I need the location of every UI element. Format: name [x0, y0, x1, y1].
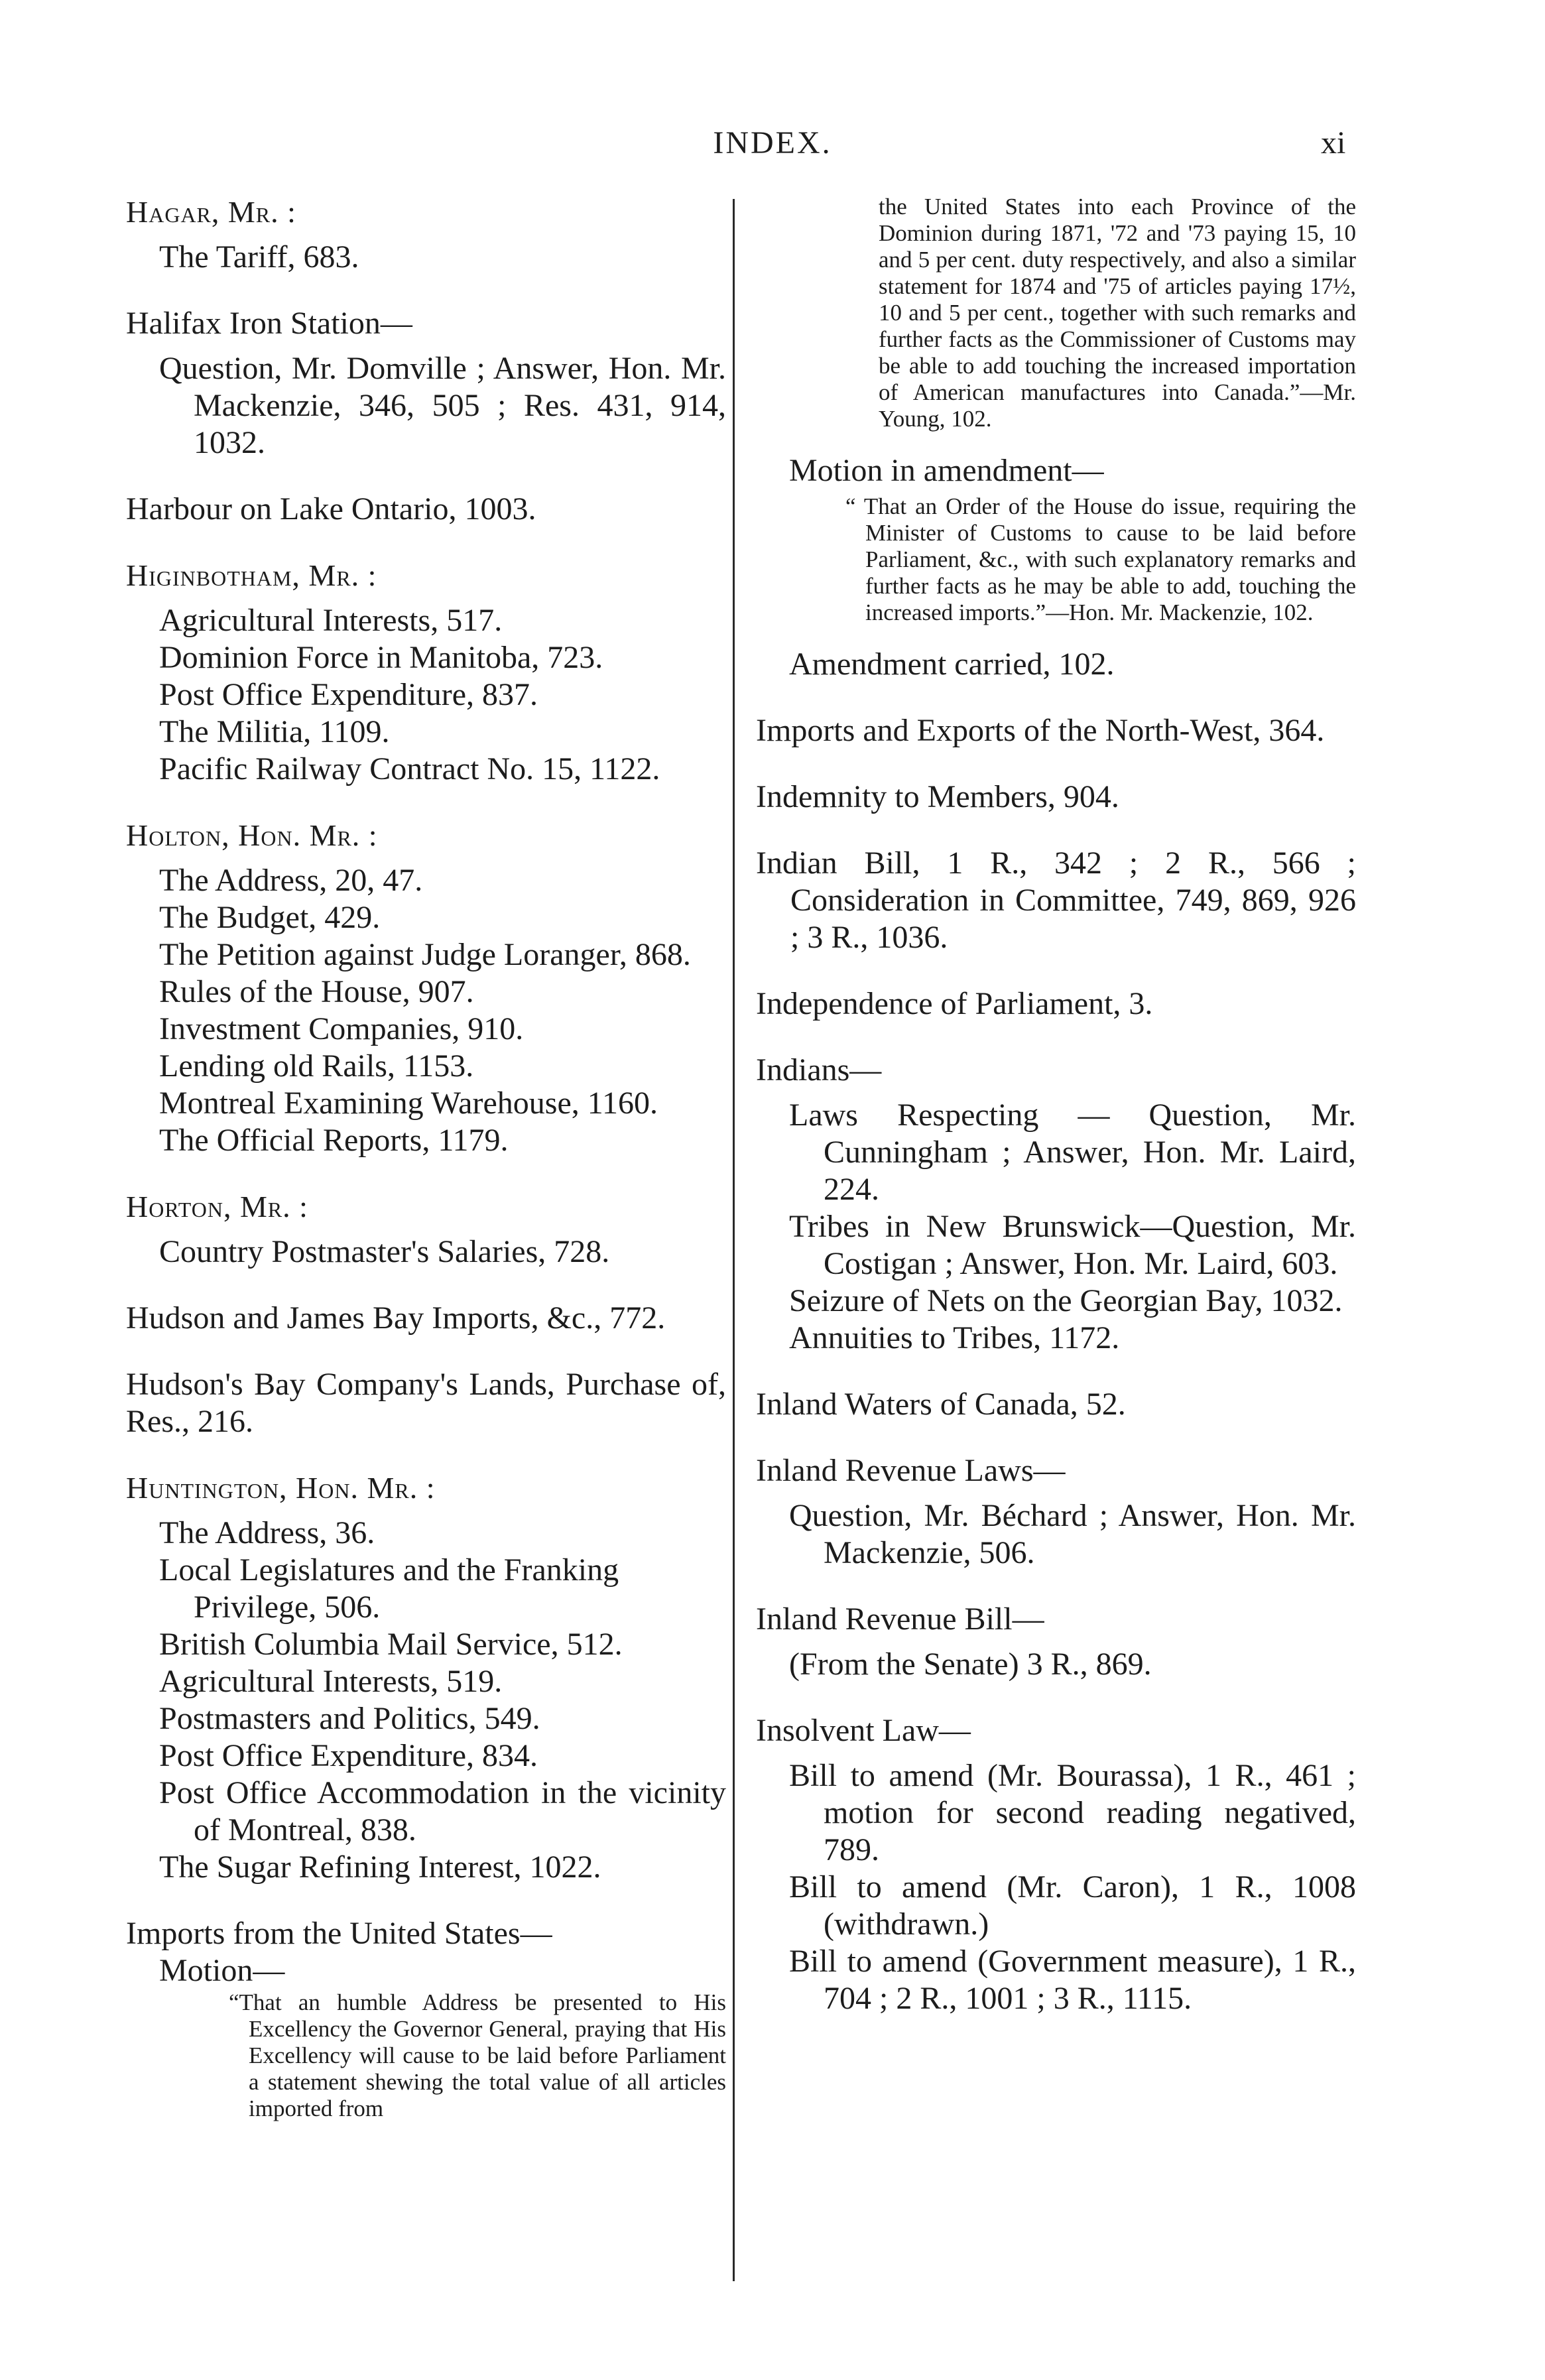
entry-subitem: Country Postmaster's Salaries, 728.: [159, 1234, 610, 1269]
index-entry-inland-revenue-bill: [756, 1601, 1356, 1683]
index-entry-inland-waters: Inland Waters of Canada, 52.: [756, 1387, 1126, 1422]
entry-heading: Holton, Hon. Mr. :: [126, 818, 378, 852]
index-entry-hagar: [126, 194, 726, 276]
entry-heading: Harbour on Lake Ontario, 1003.: [126, 491, 536, 527]
entry-subitem: Post Office Expenditure, 834.: [159, 1738, 538, 1773]
index-entry-higinbotham: [126, 557, 726, 788]
amendment-result: Amendment carried, 102.: [789, 647, 1115, 682]
entry-subitem: Question, Mr. Béchard ; Answer, Hon. Mr. Mackenzie, 506.: [789, 1498, 1356, 1570]
index-entry-harbour: [126, 491, 726, 528]
entry-subitem: Pacific Railway Contract No. 15, 1122.: [159, 751, 660, 786]
amendment-quote: “ That an Order of the House do issue, requiring the Minister of Customs to cause to be laid before Parliament, &c., with such explanatory remarks and further facts as he may be able to add, touching the increased imports.”—Hon. Mr. Mackenzie, 102.: [845, 493, 1356, 625]
entry-heading: Hagar, Mr. :: [126, 195, 296, 229]
right-column: [756, 194, 1356, 2046]
entry-subitem: Question, Mr. Domville ; Answer, Hon. Mr. Mackenzie, 346, 505 ; Res. 431, 914, 1032.: [159, 351, 726, 460]
entry-subitem: British Columbia Mail Service, 512.: [159, 1627, 623, 1662]
entry-subitem: Local Legislatures and the Franking Privilege, 506.: [159, 1552, 619, 1625]
index-entry-hudsons-bay-company: [126, 1366, 726, 1440]
entry-subitem: Agricultural Interests, 517.: [159, 603, 503, 638]
motion-quote: “That an humble Address be presented to His Excellency the Governor General, praying that His Excellency will cause to be laid before Parliament a statement shewing the total value of all articles imported from: [229, 1989, 726, 2121]
index-entry-inland-revenue-laws: [756, 1452, 1356, 1572]
entry-subitem: The Budget, 429.: [159, 900, 381, 935]
motion-label: Motion—: [159, 1953, 285, 1988]
index-entry-indian-bill: Indian Bill, 1 R., 342 ; 2 R., 566 ; Consideration in Committee, 749, 869, 926 ; 3 R., 1036.: [756, 846, 1356, 955]
entry-heading: Indians—: [756, 1052, 882, 1088]
entry-subitem: The Official Reports, 1179.: [159, 1123, 509, 1158]
entry-subitem: The Sugar Refining Interest, 1022.: [159, 1849, 601, 1885]
index-entry-hudson-james-bay: [126, 1300, 726, 1337]
left-column: [126, 194, 726, 2122]
entry-heading: Huntington, Hon. Mr. :: [126, 1471, 436, 1505]
entry-subitem: Post Office Expenditure, 837.: [159, 677, 538, 712]
entry-subitem: Postmasters and Politics, 549.: [159, 1701, 540, 1736]
index-entry-independence: Independence of Parliament, 3.: [756, 986, 1153, 1021]
entry-subitem: Lending old Rails, 1153.: [159, 1048, 474, 1084]
entry-subitem: The Petition against Judge Loranger, 868.: [159, 937, 691, 972]
entry-subitem: Tribes in New Brunswick—Question, Mr. Costigan ; Answer, Hon. Mr. Laird, 603.: [789, 1209, 1356, 1281]
entry-heading: Insolvent Law—: [756, 1713, 971, 1748]
entry-subitem: Annuities to Tribes, 1172.: [789, 1320, 1120, 1355]
index-entry-huntington: [126, 1470, 726, 1886]
entry-subitem: Seizure of Nets on the Georgian Bay, 1032.: [789, 1283, 1343, 1318]
entry-heading: Inland Revenue Bill—: [756, 1601, 1044, 1637]
entry-subitem: The Address, 36.: [159, 1515, 375, 1550]
entry-subitem: Rules of the House, 907.: [159, 974, 474, 1009]
entry-heading: Imports from the United States—: [126, 1916, 552, 1951]
entry-subitem: The Tariff, 683.: [159, 239, 359, 275]
entry-subitem: The Address, 20, 47.: [159, 863, 423, 898]
entry-subitem: Montreal Examining Warehouse, 1160.: [159, 1086, 658, 1121]
entry-subitem: Laws Respecting — Question, Mr. Cunningham ; Answer, Hon. Mr. Laird, 224.: [789, 1097, 1356, 1207]
entry-subitem: Bill to amend (Mr. Caron), 1 R., 1008 (withdrawn.): [789, 1869, 1356, 1942]
page-header-title: INDEX.: [713, 125, 832, 160]
entry-heading: Hudson's Bay Company's Lands, Purchase of, Res., 216.: [126, 1367, 726, 1439]
entry-heading: Inland Revenue Laws—: [756, 1453, 1066, 1488]
page-number: xi: [1321, 125, 1346, 160]
entry-heading: Horton, Mr. :: [126, 1190, 308, 1223]
index-entry-imports-us: [126, 1915, 726, 2122]
amendment-label: Motion in amendment—: [789, 453, 1104, 488]
entry-subitem: The Militia, 1109.: [159, 714, 390, 749]
index-entry-insolvent-law: [756, 1712, 1356, 2017]
index-entry-holton: [126, 817, 726, 1159]
column-divider: [733, 199, 735, 2281]
entry-heading: Higinbotham, Mr. :: [126, 558, 377, 592]
entry-subitem: Dominion Force in Manitoba, 723.: [159, 640, 603, 675]
motion-quote-continued: the United States into each Province of the Dominion during 1871, '72 and '73 paying 15, 10 and 5 per cent. duty respectively, and also a similar statement for 1874 and '75 of articles paying 17½, 10 and 5 per cent., together with such remarks and further facts as the Commissioner of Customs may be able to add touching the increased importation of American manufactures into Canada.”—Mr. Young, 102.: [879, 194, 1356, 432]
entry-subitem: Post Office Accommodation in the vicinity of Montreal, 838.: [159, 1775, 726, 1848]
entry-heading: Halifax Iron Station—: [126, 306, 412, 341]
index-entry-indians: [756, 1052, 1356, 1357]
entry-subitem: Agricultural Interests, 519.: [159, 1664, 503, 1699]
index-entry-indemnity: Indemnity to Members, 904.: [756, 779, 1119, 814]
entry-subitem: Bill to amend (Mr. Bourassa), 1 R., 461 ; motion for second reading negatived, 789.: [789, 1758, 1356, 1867]
index-entry-halifax: [126, 305, 726, 462]
entry-subitem: Investment Companies, 910.: [159, 1011, 524, 1046]
index-entry-imports-northwest: Imports and Exports of the North-West, 364.: [756, 713, 1325, 748]
entry-subitem: (From the Senate) 3 R., 869.: [789, 1647, 1152, 1682]
index-entry-horton: [126, 1188, 726, 1271]
entry-subitem: Bill to amend (Government measure), 1 R., 704 ; 2 R., 1001 ; 3 R., 1115.: [789, 1944, 1356, 2016]
entry-heading: Hudson and James Bay Imports, &c., 772.: [126, 1300, 666, 1336]
